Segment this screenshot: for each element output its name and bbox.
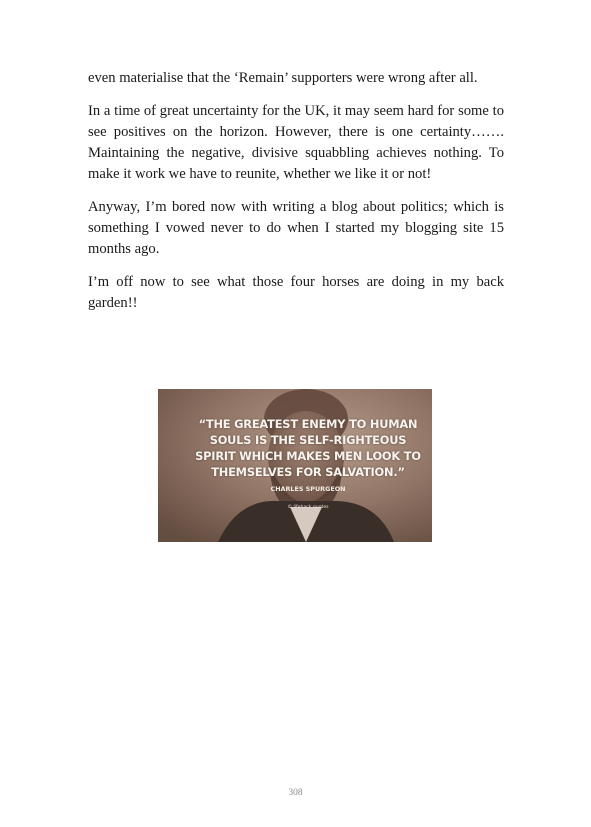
page-number: 308 xyxy=(288,788,303,798)
paragraph-4: I’m off now to see what those four horses are doing in my back garden!! xyxy=(88,274,504,311)
paragraph-3: Anyway, I’m bored now with writing a blog about politics; which is something I vowed never to do when I started my blogging site 15 months ago. xyxy=(88,199,504,257)
quote-author: CHARLES SPURGEON xyxy=(270,485,346,493)
paragraph-2: In a time of great uncertainty for the UK, it may seem hard for some to see positives on the horizon. However, there is one certainty……. Maintaining the negative, divisive squabbling achieves nothing. To make it work we have to reunite, whether we like it or not! xyxy=(88,103,504,182)
quote-text: “THE GREATEST ENEMY TO HUMAN SOULS IS THE SELF-RIGHTEOUS SPIRIT WHICH MAKES MEN LOOK TO THEMSELVES FOR SALVATION.” xyxy=(195,417,421,479)
paragraph-1: even materialise that the ‘Remain’ supporters were wrong after all. xyxy=(88,70,478,86)
body-text xyxy=(88,68,504,326)
quote-image xyxy=(158,389,432,542)
quote-watermark: © lifehack quotes xyxy=(287,505,329,510)
